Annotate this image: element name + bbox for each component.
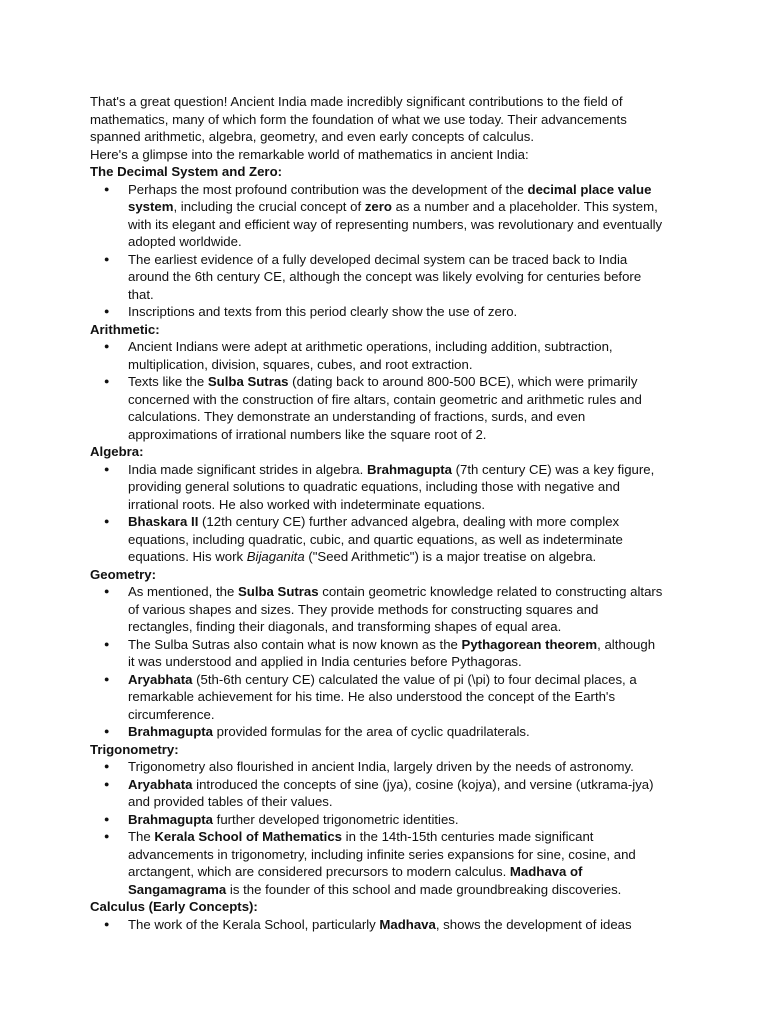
text-run: is the founder of this school and made groundbreaking discoveries. [226, 881, 622, 897]
text-run: Texts like the [128, 374, 208, 389]
bold-term: decimal place value system [128, 181, 652, 214]
intro-paragraph: That's a great question! Ancient India made incredibly significant contributions to the field of mathematics, many of which form the foundation of what we use today. Their advancements spanned arithmetic, algebra, geometry, and even early concepts of calculus. [90, 94, 627, 144]
text-run: (12th century CE) further advanced algebra, dealing with more complex equations, including quadratic, cubic, and quartic equations, as well as indeterminate equations. His work [128, 514, 623, 564]
bullet-list [90, 461, 665, 566]
text-run: in the 14th-15th centuries made significant advancements in trigonometry, including infinite series expansions for sine, cosine, and arctangent, which are considered precursors to modern calculus. [128, 829, 636, 879]
list-item [90, 338, 665, 373]
bold-term: Aryabhata [128, 671, 193, 687]
list-item [90, 181, 665, 251]
text-run: as a number and a placeholder. This system, with its elegant and efficient way of representing numbers, was revolutionary and eventually adopted worldwide. [128, 199, 663, 249]
bold-term: Aryabhata [128, 776, 193, 792]
list-item [90, 636, 665, 671]
bold-term: Madhava of Sangamagrama [128, 864, 583, 897]
list-item [90, 916, 665, 934]
bold-term: Brahmagupta [366, 461, 452, 477]
text-run: further developed trigonometric identities. [213, 811, 459, 827]
text-run: , although it was understood and applied in India centuries before Pythagoras. [128, 636, 656, 669]
text-run: As mentioned, the [128, 584, 238, 599]
bullet-list [90, 338, 665, 443]
list-item [90, 373, 665, 443]
list-item [90, 776, 665, 811]
italic-title: Bijaganita [246, 549, 305, 564]
list-item [90, 671, 665, 724]
text-run: The work of the Kerala School, particularly [128, 916, 380, 932]
list-item [90, 811, 665, 829]
bold-term: Brahmagupta [128, 724, 213, 739]
bold-term: Sulba Sutras [237, 584, 319, 599]
section-heading: Arithmetic: [90, 321, 160, 337]
sections-container [90, 163, 665, 933]
section-heading: The Decimal System and Zero: [90, 164, 283, 179]
text-run: (7th century CE) was a key figure, providing general solutions to quadratic equations, including those with negative and irrational roots. He also worked with indeterminate equations. [128, 461, 655, 512]
bullet-list [90, 758, 665, 898]
text-run: ("Seed Arithmetic") is a major treatise on algebra. [304, 549, 597, 564]
bold-term: Bhaskara II [128, 514, 199, 529]
text-run: The earliest evidence of a fully developed decimal system can be traced back to India around the 6th century CE, although the concept was likely evolving for centuries before that. [128, 251, 642, 302]
list-item [90, 758, 665, 776]
list-item [90, 828, 665, 898]
text-run: Ancient Indians were adept at arithmetic operations, including addition, subtraction, multiplication, division, squares, cubes, and root extraction. [128, 339, 613, 372]
section-heading: Geometry: [90, 566, 156, 582]
text-run: India made significant strides in algebra. [128, 461, 367, 477]
bold-term: zero [364, 199, 392, 214]
list-item [90, 461, 665, 514]
bold-term: Brahmagupta [128, 811, 213, 827]
section-heading: Trigonometry: [90, 741, 179, 757]
list-item [90, 303, 665, 321]
bold-term: Pythagorean theorem [461, 636, 598, 652]
text-run: (dating back to around 800-500 BCE), which were primarily concerned with the construction of fire altars, contain geometric and arithmetic rules and calculations. They demonstrate an understanding of fractions, surds, and even approximations of irrational numbers like the square root of 2. [128, 374, 642, 442]
list-item [90, 251, 665, 304]
text-run: provided formulas for the area of cyclic quadrilaterals. [213, 724, 530, 739]
section-heading: Algebra: [90, 444, 144, 459]
text-run: The Sulba Sutras also contain what is now known as the [128, 636, 462, 652]
text-run: Trigonometry also flourished in ancient India, largely driven by the needs of astronomy. [128, 759, 634, 774]
list-item [90, 723, 665, 741]
text-run: , shows the development of ideas [435, 916, 632, 932]
text-run: Inscriptions and texts from this period clearly show the use of zero. [128, 304, 518, 319]
bold-term: Sulba Sutras [207, 374, 289, 389]
text-run: contain geometric knowledge related to constructing altars of various shapes and sizes. They provide methods for constructing squares and rectangles, finding their diagonals, and transforming shapes of equal area. [128, 584, 663, 634]
document-body [90, 93, 665, 933]
text-run: Perhaps the most profound contribution was the development of the [128, 181, 528, 197]
bold-term: Kerala School of Mathematics [154, 829, 342, 844]
text-run: The [128, 829, 155, 844]
text-run: introduced the concepts of sine (jya), cosine (kojya), and versine (utkrama-jya) and provided tables of their values. [128, 776, 654, 809]
section-heading: Calculus (Early Concepts): [90, 899, 258, 914]
bullet-list [90, 181, 665, 321]
text-run: (5th-6th century CE) calculated the value of pi (\pi) to four decimal places, a remarkable achievement for his time. He also understood the concept of the Earth's circumference. [128, 671, 637, 722]
bullet-list [90, 916, 665, 934]
bullet-list [90, 583, 665, 741]
bold-term: Madhava [379, 916, 436, 932]
text-run: , including the crucial concept of [173, 199, 365, 214]
intro-lead-in: Here's a glimpse into the remarkable world of mathematics in ancient India: [90, 146, 529, 162]
list-item [90, 513, 665, 566]
list-item [90, 583, 665, 636]
